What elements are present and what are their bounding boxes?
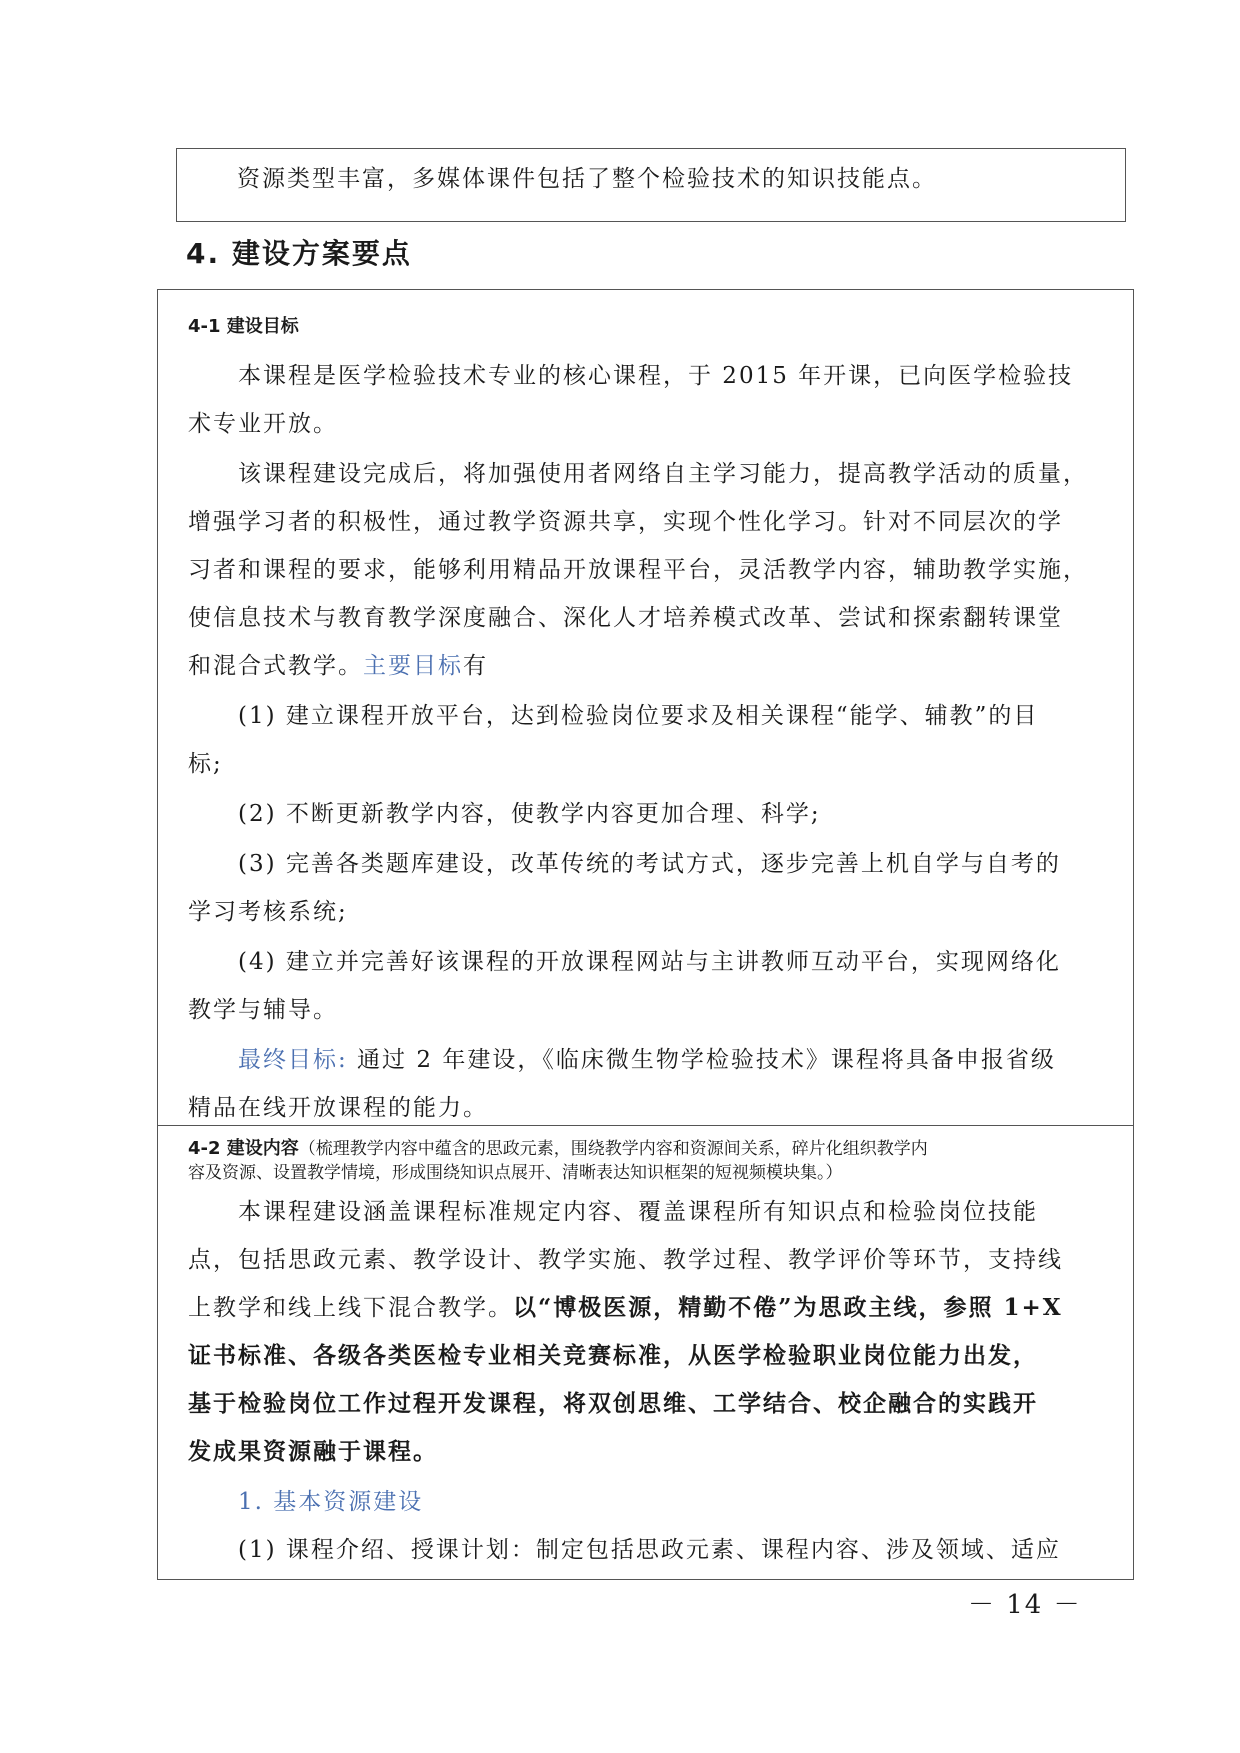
goal-item-2-line-1: (2) 不断更新教学内容，使教学内容更加合理、科学; bbox=[238, 801, 821, 827]
content-text: 上教学和线上线下混合教学。 bbox=[188, 1295, 513, 1321]
goals-paragraph-1-line-2: 术专业开放。 bbox=[188, 411, 338, 437]
goals-paragraph-2-line-3: 习者和课程的要求，能够利用精品开放课程平台，灵活教学内容，辅助教学实施， bbox=[188, 557, 1088, 583]
content-note-line-1: （梳理教学内容中蕴含的思政元素，围绕教学内容和资源间关系，碎片化组织教学内 bbox=[298, 1139, 928, 1159]
content-paragraph-line-1: 本课程建设涵盖课程标准规定内容、覆盖课程所有知识点和检验岗位技能 bbox=[238, 1199, 1038, 1225]
content-bold-text: 以“博极医源，精勤不倦”为思政主线，参照 1+X bbox=[513, 1294, 1063, 1321]
goals-paragraph-2-line-1: 该课程建设完成后，将加强使用者网络自主学习能力，提高教学活动的质量， bbox=[238, 461, 1088, 487]
basic-resources-heading: 1. 基本资源建设 bbox=[238, 1489, 424, 1515]
goal-item-3-line-1: (3) 完善各类题库建设，改革传统的考试方式，逐步完善上机自学与自考的 bbox=[238, 851, 1061, 877]
top-continuation-box bbox=[176, 148, 1126, 222]
goals-text-end: 有 bbox=[463, 653, 488, 679]
content-paragraph-line-3 bbox=[188, 1284, 1063, 1332]
goals-paragraph-2-line-2: 增强学习者的积极性，通过教学资源共享，实现个性化学习。针对不同层次的学 bbox=[188, 509, 1063, 535]
final-goal-label: 最终目标: bbox=[238, 1047, 348, 1073]
goal-item-1-line-1: (1) 建立课程开放平台，达到检验岗位要求及相关课程“能学、辅教”的目 bbox=[238, 703, 1039, 729]
goals-text: 和混合式教学。 bbox=[188, 653, 363, 679]
content-note-line-2: 容及资源、设置教学情境，形成围绕知识点展开、清晰表达知识框架的短视频模块集。） bbox=[188, 1163, 843, 1183]
goals-paragraph-1-line-1: 本课程是医学检验技术专业的核心课程，于 2015 年开课，已向医学检验技 bbox=[238, 363, 1074, 389]
goal-item-4-line-1: (4) 建立并完善好该课程的开放课程网站与主讲教师互动平台，实现网络化 bbox=[238, 949, 1061, 975]
page-number: － 14 － bbox=[968, 1590, 1082, 1620]
goal-item-3-line-2: 学习考核系统; bbox=[188, 899, 348, 925]
content-heading bbox=[188, 1134, 928, 1160]
final-goal-line-2: 精品在线开放课程的能力。 bbox=[188, 1095, 488, 1121]
content-paragraph-line-4: 证书标准、各级各类医检专业相关竞赛标准，从医学检验职业岗位能力出发， bbox=[188, 1342, 1038, 1369]
final-goal-text: 通过 2 年建设，《临床微生物学检验技术》课程将具备申报省级 bbox=[347, 1047, 1056, 1073]
goals-paragraph-2-line-4: 使信息技术与教育教学深度融合、深化人才培养模式改革、尝试和探索翻转课堂 bbox=[188, 605, 1063, 631]
goals-heading: 4-1 建设目标 bbox=[188, 316, 299, 337]
content-heading-text: 4-2 建设内容 bbox=[188, 1138, 299, 1159]
main-goals-label: 主要目标 bbox=[363, 653, 463, 679]
plan-table bbox=[157, 289, 1134, 1580]
goal-item-4-line-2: 教学与辅导。 bbox=[188, 997, 338, 1023]
content-paragraph-line-2: 点，包括思政元素、教学设计、教学实施、教学过程、教学评价等环节，支持线 bbox=[188, 1247, 1063, 1273]
content-paragraph-line-5: 基于检验岗位工作过程开发课程，将双创思维、工学结合、校企融合的实践开 bbox=[188, 1390, 1038, 1417]
basic-resources-item-1: (1) 课程介绍、授课计划：制定包括思政元素、课程内容、涉及领域、适应 bbox=[238, 1537, 1061, 1563]
goal-item-1-line-2: 标; bbox=[188, 751, 223, 777]
section-title: 4. 建设方案要点 bbox=[186, 237, 412, 270]
final-goal-line-1 bbox=[238, 1036, 1056, 1084]
row-divider bbox=[158, 1125, 1133, 1126]
goals-paragraph-2-line-5 bbox=[188, 642, 488, 690]
continuation-text: 资源类型丰富，多媒体课件包括了整个检验技术的知识技能点。 bbox=[237, 166, 937, 192]
content-paragraph-line-6: 发成果资源融于课程。 bbox=[188, 1438, 438, 1465]
